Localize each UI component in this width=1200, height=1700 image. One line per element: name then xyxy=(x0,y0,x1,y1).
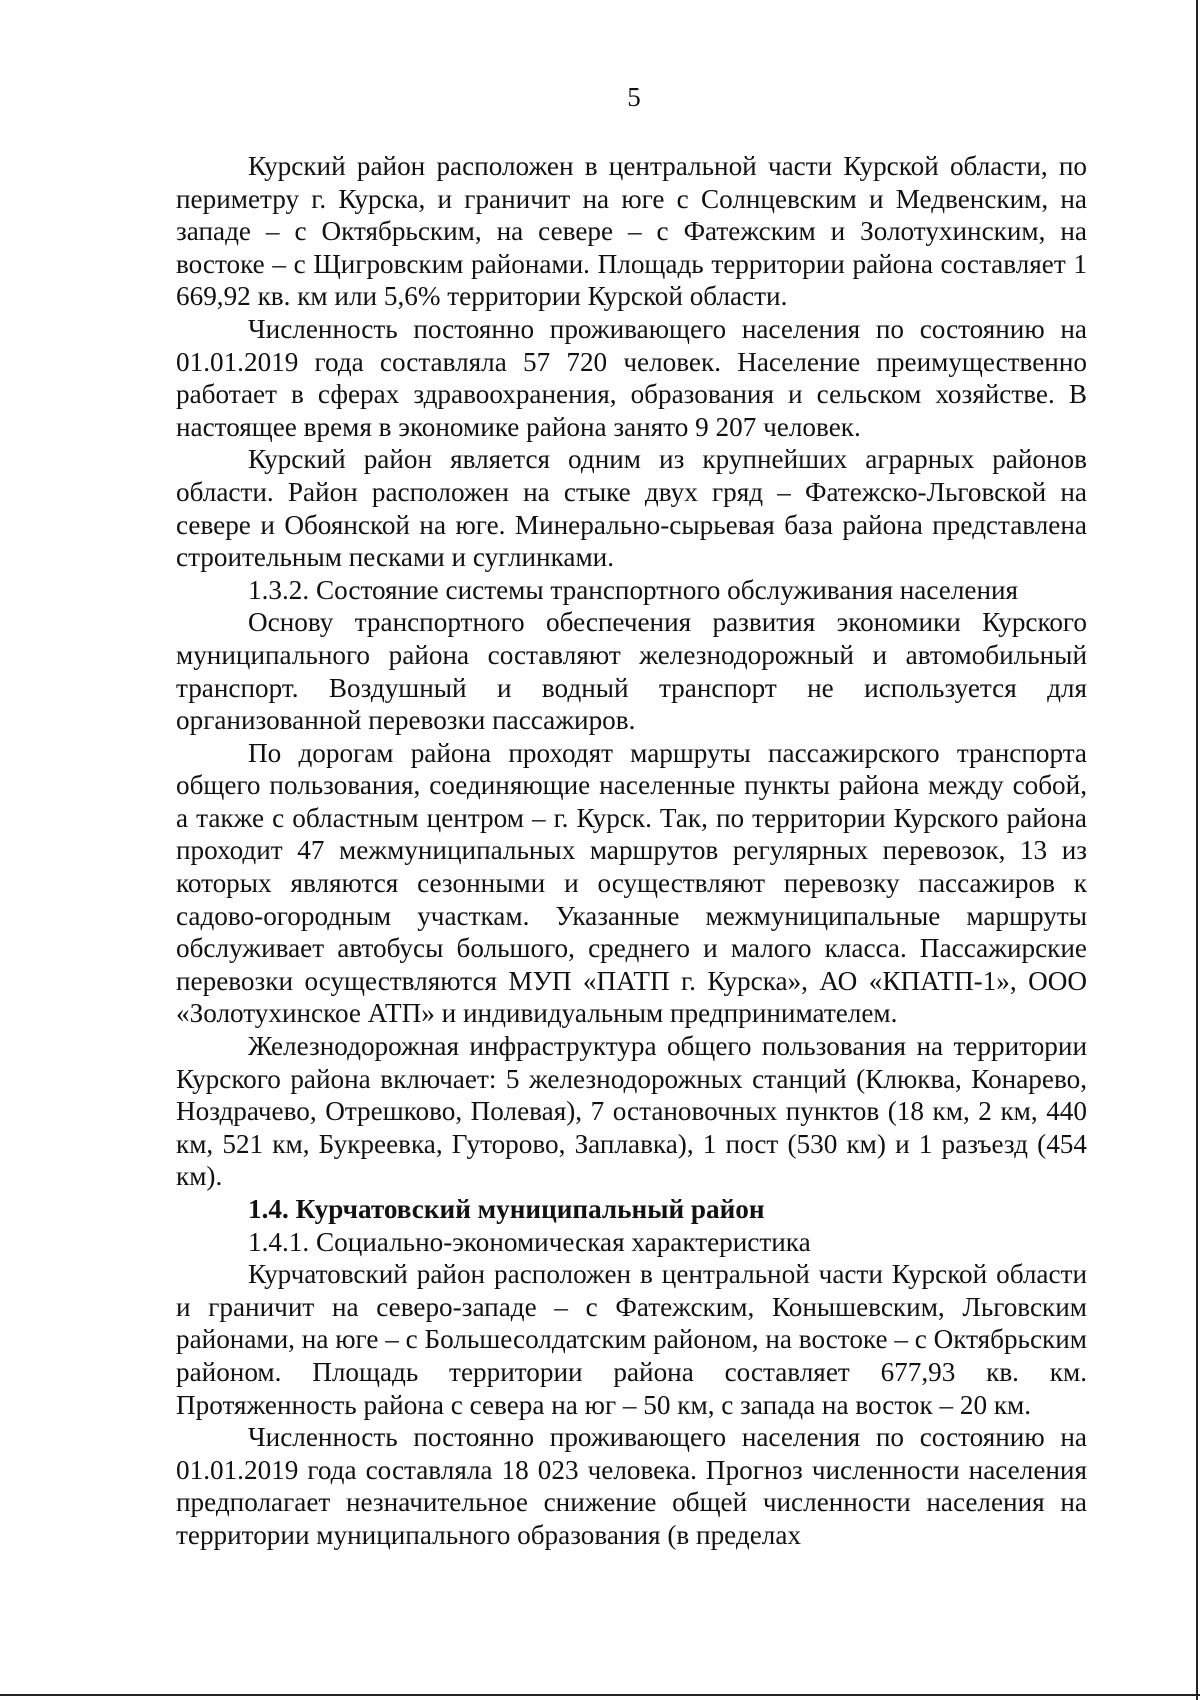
paragraph-kursk-population: Численность постоянно проживающего населения по состоянию на 01.01.2019 года составляла 57 720 человек. Население преимущественно работает в сферах здравоохранения, образования и сельском хозяйстве. В настоящее время в экономике района занято 9 207 человек. xyxy=(176,313,1087,442)
section-heading-1-4-1: 1.4.1. Социально-экономическая характеристика xyxy=(248,1226,811,1257)
page-number: 5 xyxy=(627,82,641,112)
paragraph-kursk-agriculture: Курский район является одним из крупнейших аграрных районов области. Район расположен на стыке двух гряд – Фатежско-Льговской на севере и Обоянской на юге. Минерально-сырьевая база района представлена строительным песками и суглинками. xyxy=(176,444,1087,573)
paragraph-bus-routes: По дорогам района проходят маршруты пассажирского транспорта общего пользования, соединяющие населенные пункты района между собой, а также с областным центром – г. Курск. Так, по территории Курского района проходит 47 межмуниципальных маршрутов регулярных перевозок, 13 из которых являются сезонными и осуществляют перевозку пассажиров к садово-огородным участкам. Указанные межмуниципальные маршруты обслуживает автобусы большого, среднего и малого класса. Пассажирские перевозки осуществляются МУП «ПАТП г. Курска», АО «КПАТП-1», ООО «Золотухинское АТП» и индивидуальным предпринимателем. xyxy=(176,737,1087,1029)
document-body xyxy=(176,150,1087,1552)
paragraph-kursk-location: Курский район расположен в центральной части Курской области, по периметру г. Курска, и граничит на юге с Солнцевским и Медвенским, на западе – с Октябрьским, на севере – с Фатежским и Золотухинским, на востоке – с Щигровским районами. Площадь территории района составляет 1 669,92 кв. км или 5,6% территории Курской области. xyxy=(176,151,1087,312)
paragraph-transport-basis: Основу транспортного обеспечения развития экономики Курского муниципального района составляют железнодорожный и автомобильный транспорт. Воздушный и водный транспорт не используется для организованной перевозки пассажиров. xyxy=(176,607,1087,736)
section-heading-1-4: 1.4. Курчатовский муниципальный район xyxy=(248,1194,765,1224)
paragraph-railway-infrastructure: Железнодорожная инфраструктура общего пользования на территории Курского района включает: 5 железнодорожных станций (Клюква, Конарево, Ноздрачево, Отрешково, Полевая), 7 остановочных пунктов (18 км, 2 км, 440 км, 521 км, Букреевка, Гуторово, Заплавка), 1 пост (530 км) и 1 разъезд (454 км). xyxy=(176,1031,1087,1192)
paragraph-kurchatov-population: Численность постоянно проживающего населения по состоянию на 01.01.2019 года составляла 18 023 человека. Прогноз численности населения предполагает незначительное снижение общей численности населения на территории муниципального образования (в пределах xyxy=(176,1422,1087,1550)
section-heading-1-3-2: 1.3.2. Состояние системы транспортного обслуживания населения xyxy=(248,574,1019,605)
paragraph-kurchatov-location: Курчатовский район расположен в центральной части Курской области и граничит на северо-западе – с Фатежским, Конышевским, Льговским районами, на юге – с Большесолдатским районом, на востоке – с Октябрьским районом. Площадь территории района составляет 677,93 кв. км. Протяженность района с севера на юг – 50 км, с запада на восток – 20 км. xyxy=(176,1259,1087,1420)
scan-edge-bottom xyxy=(0,1694,1200,1696)
scan-edge-right xyxy=(1196,0,1198,1700)
